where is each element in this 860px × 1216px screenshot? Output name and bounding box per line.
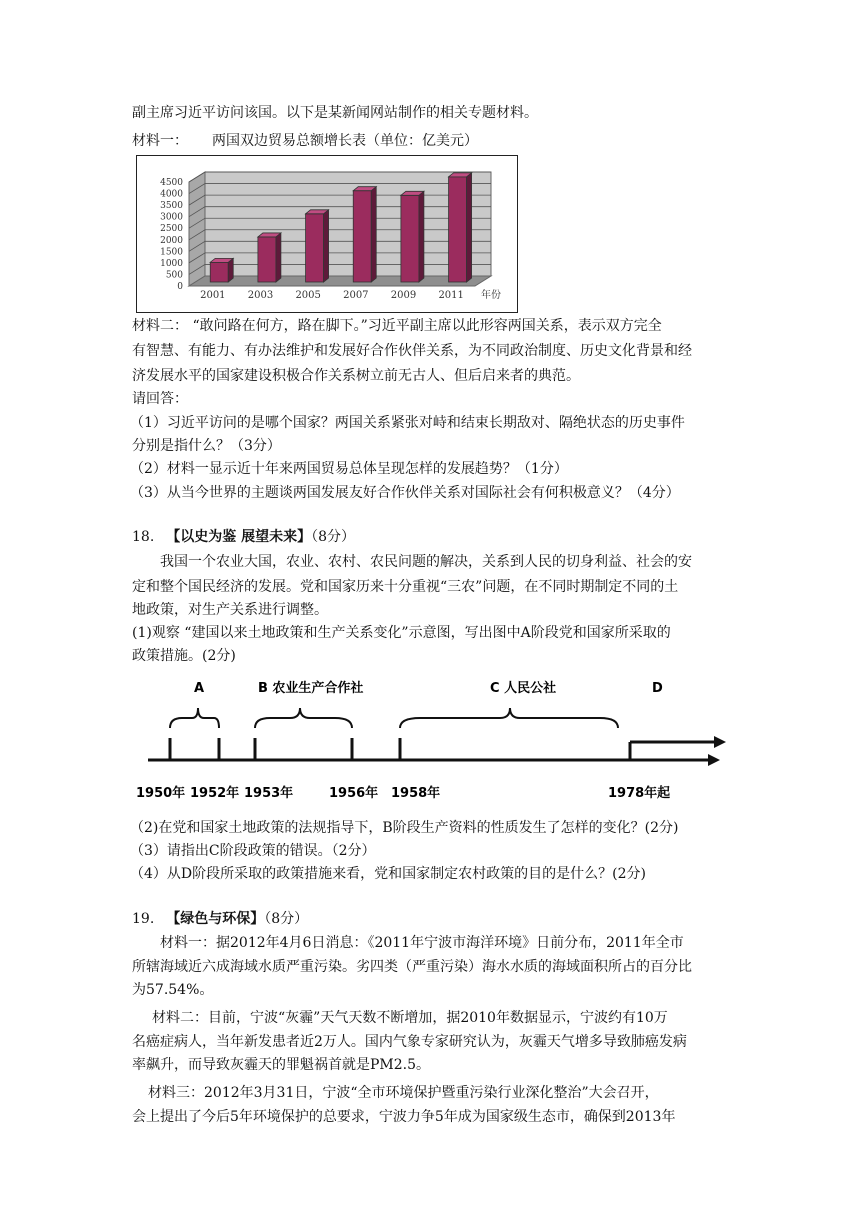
chart-floor xyxy=(189,276,491,286)
q18-para2: 定和整个国民经济的发展。党和国家历来十分重视“三农”问题，在不同时期制定不同的土 xyxy=(132,579,679,595)
x-tick-label: 2009 xyxy=(390,290,417,301)
timeline-arrow-head xyxy=(708,754,720,766)
q19-heading xyxy=(132,909,308,929)
bar-side-2011 xyxy=(467,173,472,282)
q19-m2-line2: 名癌症病人，当年新发患者近2万人。国内气象专家研究认为，灰霾天气增多导致肺癌发病 xyxy=(132,1034,687,1050)
answer-prompt: 请回答： xyxy=(132,391,188,407)
material2-line1: 材料二： “敢问路在何方，路在脚下。”习近平副主席以此形容两国关系，表示双方完全 xyxy=(132,318,662,334)
q17-q1-line2: 分别是指什么？（3分） xyxy=(132,438,281,454)
q18-q4: （4）从D阶段所采取的政策措施来看，党和国家制定农村政策的目的是什么？(2分) xyxy=(130,866,646,882)
y-tick-label: 3000 xyxy=(160,212,183,223)
y-tick-label: 3500 xyxy=(160,201,183,212)
bar-side-2003 xyxy=(276,233,281,282)
y-tick-label: 0 xyxy=(177,282,183,292)
y-tick-label: 2000 xyxy=(160,235,183,246)
x-tick-label: 2007 xyxy=(343,290,369,301)
q17-q2: （2）材料一显示近十年来两国贸易总体呈现怎样的发展趋势？（1分） xyxy=(130,461,568,477)
timeline-label-a: A xyxy=(194,681,205,696)
land-policy-timeline xyxy=(130,670,740,810)
q18-q3: （3）请指出C阶段政策的错误。（2分） xyxy=(130,843,376,859)
x-tick-label: 2003 xyxy=(247,290,274,301)
bar-2007 xyxy=(353,191,371,282)
y-tick-label: 1000 xyxy=(160,258,183,269)
y-tick-label: 4500 xyxy=(160,178,183,188)
y-tick-label: 2500 xyxy=(160,224,183,235)
q18-q1-line1: (1)观察 “建国以来土地政策和生产关系变化”示意图，写出图中A阶段党和国家所采取的 xyxy=(132,625,671,641)
material1-heading xyxy=(132,131,478,151)
q19-m2-line1: 材料二：目前，宁波“灰霾”天气天数不断增加，据2010年数据显示，宁波约有10万 xyxy=(152,1010,668,1026)
year-1952: 1952年 xyxy=(190,786,240,801)
bar-side-2005 xyxy=(324,210,329,282)
q17-q1-line1: （1）习近平访问的是哪个国家？两国关系紧张对峙和结束长期敌对、隔绝状态的历史事件 xyxy=(130,415,685,431)
timeline-diagram xyxy=(130,670,740,810)
q18-q2: （2)在党和国家土地政策的法规指导下，B阶段生产资料的性质发生了怎样的变化？(2分) xyxy=(130,820,679,836)
x-axis-label: 年份 xyxy=(481,290,501,301)
bar-side-2009 xyxy=(419,191,424,282)
q19-m1-line1: 材料一：据2012年4月6日消息：《2011年宁波市海洋环境》日前分布，2011年全市 xyxy=(160,935,684,951)
x-tick-label: 2001 xyxy=(200,290,226,301)
q19-number: 19. xyxy=(132,911,155,927)
q19-m1-line2: 所辖海域近六成海域水质严重污染。劣四类（严重污染）海水水质的海域面积所占的百分比 xyxy=(132,959,692,975)
brace-b xyxy=(255,708,352,728)
q18-para3: 地政策，对生产关系进行调整。 xyxy=(132,602,328,618)
bar-2001 xyxy=(210,262,228,282)
brace-a xyxy=(170,708,219,728)
x-tick-label: 2011 xyxy=(438,290,464,301)
q19-points: （8分） xyxy=(264,911,309,927)
trade-bar-chart xyxy=(137,156,517,312)
q19-m1-line3: 为57.54%。 xyxy=(132,982,214,998)
q18-para1: 我国一个农业大国，农业、农村、农民问题的解决，关系到人民的切身利益、社会的安 xyxy=(160,554,692,570)
bar-side-2007 xyxy=(371,187,376,282)
material1-title: 两国双边贸易总额增长表（单位：亿美元） xyxy=(212,133,478,149)
y-tick-label: 4000 xyxy=(160,189,183,200)
chart-back-wall xyxy=(205,172,491,276)
q18-number: 18. xyxy=(132,529,155,545)
q18-title: 【以史为鉴 展望未来】 xyxy=(166,529,312,545)
q19-m2-line3: 率飙升，而导致灰霾天的罪魁祸首就是PM2.5。 xyxy=(132,1057,431,1073)
trade-chart-frame xyxy=(136,155,518,313)
material2-line2: 有智慧、有能力、有办法维护和发展好合作伙伴关系，为不同政治制度、历史文化背景和经 xyxy=(132,343,692,359)
q19-m3-line1: 材料三：2012年3月31日，宁波“全市环境保护暨重污染行业深化整治”大会召开， xyxy=(148,1085,659,1101)
bar-2009 xyxy=(401,195,419,282)
d-stage-arrow-head xyxy=(714,736,726,748)
bar-2005 xyxy=(306,214,324,282)
material2-line3: 济发展水平的国家建设积极合作关系树立前无古人、但后启来者的典范。 xyxy=(132,368,580,384)
material1-label: 材料一： xyxy=(132,133,188,149)
year-1956: 1956年 xyxy=(329,786,379,801)
timeline-label-c: C 人民公社 xyxy=(490,681,557,696)
y-tick-label: 1500 xyxy=(160,247,183,258)
bar-2003 xyxy=(258,237,276,282)
year-1953: 1953年 xyxy=(244,786,294,801)
x-tick-label: 2005 xyxy=(295,290,321,301)
intro-line: 副主席习近平访问该国。以下是某新闻网站制作的相关专题材料。 xyxy=(132,105,538,121)
q18-points: （8分） xyxy=(311,529,356,545)
chart-side-wall xyxy=(189,172,205,286)
timeline-label-d: D xyxy=(652,681,663,696)
q19-m3-line2: 会上提出了今后5年环境保护的总要求，宁波力争5年成为国家级生态市，确保到2013年 xyxy=(132,1109,676,1125)
q19-title: 【绿色与环保】 xyxy=(166,911,265,927)
bar-2011 xyxy=(449,177,467,282)
q18-q1-line2: 政策措施。(2分) xyxy=(132,648,236,664)
year-1978: 1978年起 xyxy=(608,786,671,801)
q18-heading xyxy=(132,527,355,547)
q17-q3: （3）从当今世界的主题谈两国发展友好合作伙伴关系对国际社会有何积极意义？（4分） xyxy=(130,485,680,501)
brace-c xyxy=(400,708,618,728)
y-tick-label: 500 xyxy=(165,270,183,281)
timeline-label-b: B 农业生产合作社 xyxy=(258,681,364,696)
year-1950: 1950年 xyxy=(136,786,186,801)
year-1958: 1958年 xyxy=(391,786,441,801)
